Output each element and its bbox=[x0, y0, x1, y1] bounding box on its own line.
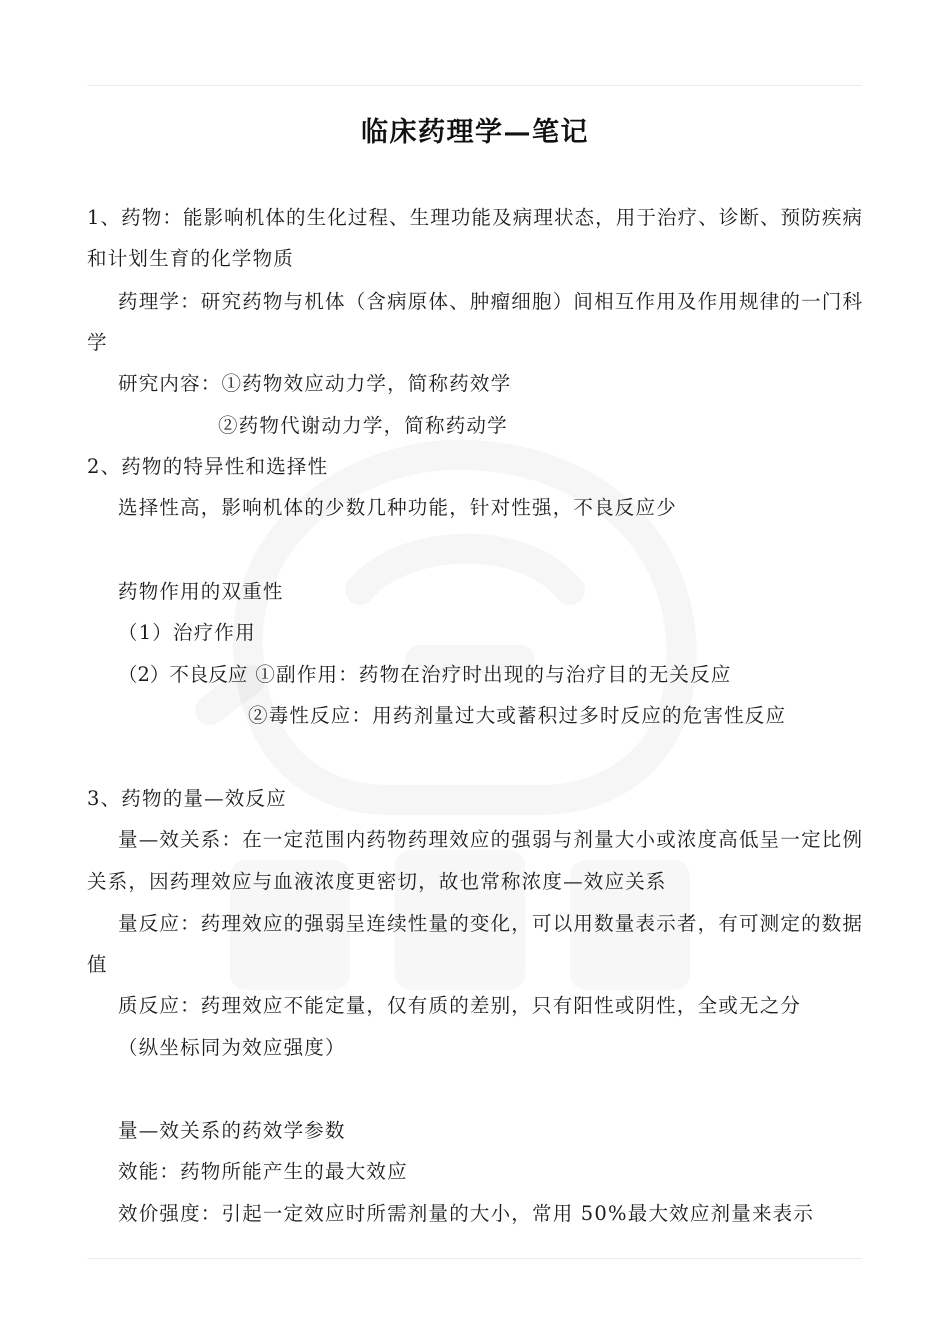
drug-definition-line-1: 1、药物：能影响机体的生化过程、生理功能及病理状态，用于治疗、诊断、预防疾病 bbox=[87, 206, 862, 229]
pharmacology-definition-line-2: 学 bbox=[87, 331, 108, 354]
selectivity-text: 选择性高，影响机体的少数几种功能，针对性强，不良反应少 bbox=[118, 496, 677, 519]
dose-effect-line-1: 量—效关系：在一定范围内药物药理效应的强弱与剂量大小或浓度高低呈一定比例 bbox=[118, 828, 862, 851]
adverse-reaction-label: （2）不良反应 bbox=[118, 663, 248, 686]
parameters-heading: 量—效关系的药效学参数 bbox=[118, 1119, 346, 1142]
header-rule bbox=[87, 85, 862, 86]
research-content-line-2: ②药物代谢动力学，简称药动学 bbox=[218, 414, 508, 437]
potency-text: 效价强度：引起一定效应时所需剂量的大小，常用 50%最大效应剂量来表示 bbox=[118, 1202, 815, 1225]
pharmacology-definition-line-1: 药理学：研究药物与机体（含病原体、肿瘤细胞）间相互作用及作用规律的一门科 bbox=[118, 290, 862, 313]
ordinate-note: （纵坐标同为效应强度） bbox=[118, 1036, 346, 1059]
side-effect-text: ①副作用：药物在治疗时出现的与治疗目的无关反应 bbox=[255, 663, 732, 686]
adverse-reaction-item bbox=[118, 661, 732, 689]
toxic-reaction-text: ②毒性反应：用药剂量过大或蓄积过多时反应的危害性反应 bbox=[248, 704, 787, 727]
efficacy-text: 效能：药物所能产生的最大效应 bbox=[118, 1160, 408, 1183]
document-title: 临床药理学—笔记 bbox=[361, 117, 589, 148]
section-2-heading: 2、药物的特异性和选择性 bbox=[87, 455, 329, 478]
drug-definition-line-2: 和计划生育的化学物质 bbox=[87, 247, 295, 270]
duality-heading: 药物作用的双重性 bbox=[118, 580, 284, 603]
graded-response-line-2: 值 bbox=[87, 953, 108, 976]
graded-response-line-1: 量反应：药理效应的强弱呈连续性量的变化，可以用数量表示者，有可测定的数据 bbox=[118, 912, 862, 935]
therapeutic-effect-item: （1）治疗作用 bbox=[118, 621, 256, 644]
quantal-response-text: 质反应：药理效应不能定量，仅有质的差别，只有阳性或阴性，全或无之分 bbox=[118, 994, 802, 1017]
footer-rule bbox=[87, 1258, 862, 1259]
section-3-heading: 3、药物的量—效反应 bbox=[87, 787, 287, 810]
research-content-line-1: 研究内容：①药物效应动力学，简称药效学 bbox=[118, 372, 512, 395]
dose-effect-line-2: 关系，因药理效应与血液浓度更密切，故也常称浓度—效应关系 bbox=[87, 870, 667, 893]
